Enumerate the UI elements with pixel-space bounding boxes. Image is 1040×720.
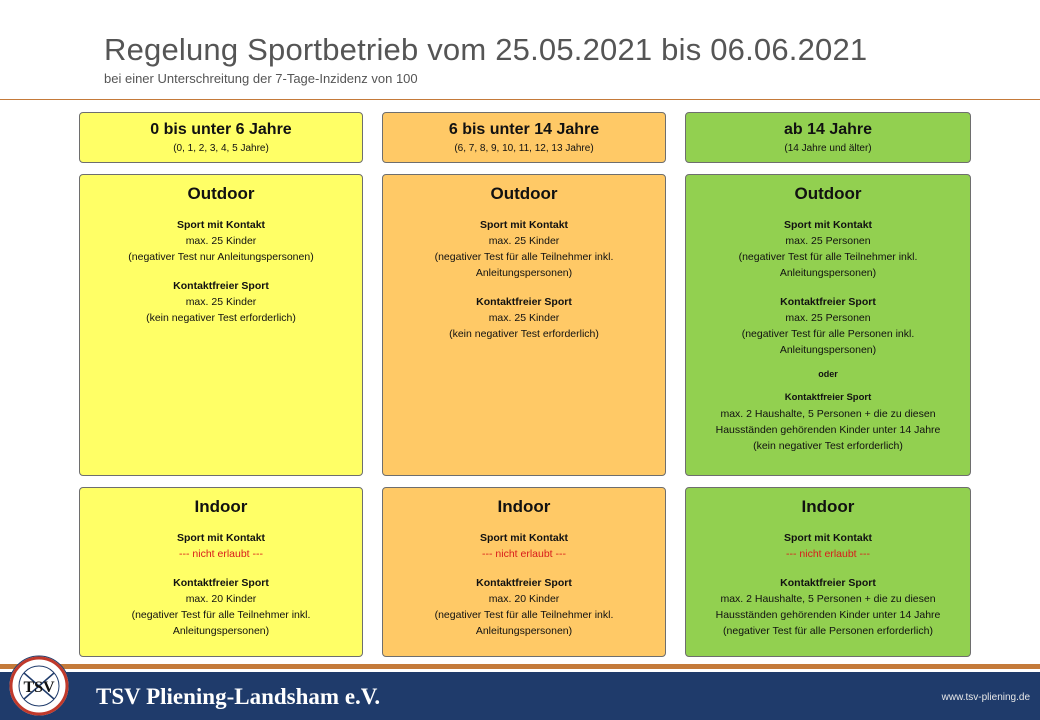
contactfree-sport-line: max. 2 Haushalte, 5 Personen + die zu diesen bbox=[720, 593, 936, 605]
contactfree-sport-line: (negativer Test für alle Personen erforderlich) bbox=[723, 625, 933, 637]
outdoor-title: Outdoor bbox=[490, 184, 558, 203]
contactfree-sport-title: Kontaktfreier Sport bbox=[476, 577, 572, 589]
club-name: TSV Pliening-Landsham e.V. bbox=[96, 684, 381, 709]
indoor-box-14-plus bbox=[685, 487, 971, 657]
not-allowed-status: --- nicht erlaubt --- bbox=[178, 548, 263, 560]
contact-sport-title: Sport mit Kontakt bbox=[176, 219, 266, 231]
not-allowed-status: --- nicht erlaubt --- bbox=[785, 548, 870, 560]
alt-contactfree-sport-title: Kontaktfreier Sport bbox=[784, 392, 872, 403]
title-divider bbox=[0, 99, 1040, 100]
contact-sport-line: max. 25 Personen bbox=[785, 235, 871, 247]
contactfree-sport-line: (negativer Test für alle Personen inkl. bbox=[741, 328, 915, 340]
contact-sport-line: (negativer Test nur Anleitungspersonen) bbox=[128, 251, 314, 263]
indoor-title: Indoor bbox=[801, 497, 855, 516]
outdoor-box-0-6 bbox=[79, 174, 363, 476]
age-group-header-14-plus bbox=[685, 112, 971, 163]
age-group-heading: ab 14 Jahre bbox=[783, 121, 873, 138]
contactfree-sport-title: Kontaktfreier Sport bbox=[780, 577, 876, 589]
contact-sport-title: Sport mit Kontakt bbox=[479, 532, 569, 544]
age-group-header-0-6 bbox=[79, 112, 363, 163]
contactfree-sport-line: Hausständen gehörenden Kinder unter 14 Jahre bbox=[715, 609, 941, 621]
age-group-subheading: (14 Jahre und älter) bbox=[784, 143, 872, 154]
contactfree-sport-line: (negativer Test für alle Teilnehmer inkl. bbox=[434, 609, 614, 621]
contact-sport-title: Sport mit Kontakt bbox=[783, 219, 873, 231]
or-label: oder bbox=[818, 369, 838, 379]
contactfree-sport-line: max. 20 Kinder bbox=[185, 593, 257, 605]
alt-contactfree-sport-line: Hausständen gehörenden Kinder unter 14 Jahre bbox=[715, 424, 941, 436]
indoor-title: Indoor bbox=[497, 497, 551, 516]
age-group-header-6-14 bbox=[382, 112, 666, 163]
indoor-box-0-6 bbox=[79, 487, 363, 657]
contactfree-sport-line: Anleitungspersonen) bbox=[172, 625, 270, 637]
club-logo-icon bbox=[8, 655, 70, 717]
indoor-title: Indoor bbox=[194, 497, 248, 516]
page-subtitle: bei einer Unterschreitung der 7-Tage-Inzidenz von 100 bbox=[104, 71, 418, 86]
alt-contactfree-sport-line: (kein negativer Test erforderlich) bbox=[753, 440, 903, 452]
age-group-heading: 6 bis unter 14 Jahre bbox=[448, 121, 600, 138]
outdoor-title: Outdoor bbox=[794, 184, 862, 203]
contactfree-sport-line: Anleitungspersonen) bbox=[475, 625, 573, 637]
contactfree-sport-line: (kein negativer Test erforderlich) bbox=[146, 312, 296, 324]
contact-sport-line: Anleitungspersonen) bbox=[475, 267, 573, 279]
age-group-heading: 0 bis unter 6 Jahre bbox=[150, 121, 292, 138]
contact-sport-line: (negativer Test für alle Teilnehmer inkl. bbox=[738, 251, 918, 263]
contactfree-sport-line: (negativer Test für alle Teilnehmer inkl. bbox=[131, 609, 311, 621]
age-group-subheading: (6, 7, 8, 9, 10, 11, 12, 13 Jahre) bbox=[454, 143, 594, 154]
outdoor-box-6-14 bbox=[382, 174, 666, 476]
indoor-box-6-14 bbox=[382, 487, 666, 657]
contactfree-sport-line: (kein negativer Test erforderlich) bbox=[449, 328, 599, 340]
age-group-subheading: (0, 1, 2, 3, 4, 5 Jahre) bbox=[173, 143, 269, 154]
logo-text: TSV bbox=[23, 679, 55, 696]
outdoor-box-14-plus bbox=[685, 174, 971, 476]
not-allowed-status: --- nicht erlaubt --- bbox=[481, 548, 566, 560]
contactfree-sport-line: max. 25 Kinder bbox=[185, 296, 257, 308]
footer-accent-line bbox=[0, 664, 1040, 669]
contactfree-sport-title: Kontaktfreier Sport bbox=[173, 577, 269, 589]
contactfree-sport-line: max. 20 Kinder bbox=[488, 593, 560, 605]
contactfree-sport-title: Kontaktfreier Sport bbox=[476, 296, 572, 308]
outdoor-title: Outdoor bbox=[187, 184, 255, 203]
page-title: Regelung Sportbetrieb vom 25.05.2021 bis 06.06.2021 bbox=[104, 32, 868, 67]
contact-sport-line: Anleitungspersonen) bbox=[779, 267, 877, 279]
website-url[interactable]: www.tsv-pliening.de bbox=[941, 692, 1030, 703]
contact-sport-title: Sport mit Kontakt bbox=[783, 532, 873, 544]
contactfree-sport-title: Kontaktfreier Sport bbox=[780, 296, 876, 308]
alt-contactfree-sport-line: max. 2 Haushalte, 5 Personen + die zu diesen bbox=[720, 408, 936, 420]
contact-sport-title: Sport mit Kontakt bbox=[479, 219, 569, 231]
contactfree-sport-title: Kontaktfreier Sport bbox=[173, 280, 269, 292]
contact-sport-line: (negativer Test für alle Teilnehmer inkl. bbox=[434, 251, 614, 263]
contact-sport-line: max. 25 Kinder bbox=[488, 235, 560, 247]
contactfree-sport-line: Anleitungspersonen) bbox=[779, 344, 877, 356]
contactfree-sport-line: max. 25 Personen bbox=[785, 312, 871, 324]
contact-sport-line: max. 25 Kinder bbox=[185, 235, 257, 247]
contactfree-sport-line: max. 25 Kinder bbox=[488, 312, 560, 324]
contact-sport-title: Sport mit Kontakt bbox=[176, 532, 266, 544]
